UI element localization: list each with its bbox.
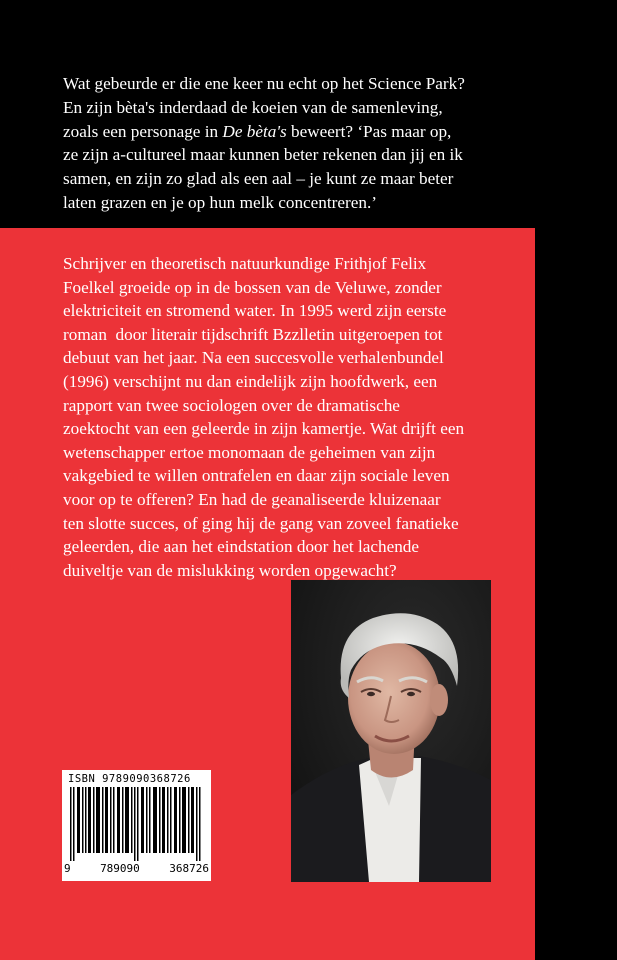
quote-line: En zijn bèta's inderdaad de koeien van de samenleving, bbox=[63, 97, 443, 117]
blurb-line: elektriciteit en stromend water. In 1995 werd zijn eerste bbox=[63, 301, 447, 321]
cover-quote bbox=[63, 72, 533, 215]
blurb-line: roman door literair tijdschrift Bzzlletin uitgeroepen tot bbox=[63, 324, 443, 344]
barcode-bars bbox=[70, 787, 203, 861]
quote-text: zoals een personage in bbox=[63, 121, 223, 141]
author-photo bbox=[291, 580, 491, 882]
book-title: De bèta's bbox=[222, 121, 287, 141]
isbn-digits bbox=[64, 862, 209, 875]
blurb-line: zoektocht van een geleerde in zijn kamertje. Wat drijft een bbox=[63, 419, 465, 439]
blurb-line: geleerden, die aan het eindstation door het lachende bbox=[63, 537, 420, 557]
author-portrait-illustration bbox=[291, 580, 491, 882]
quote-line: Wat gebeurde er die ene keer nu echt op het Science Park? bbox=[63, 74, 465, 93]
spine-black-band bbox=[535, 0, 617, 960]
blurb-line: voor op te offeren? En had de geanaliseerde kluizenaar bbox=[63, 489, 441, 509]
isbn-barcode bbox=[62, 770, 211, 881]
blurb-line: vakgebied te willen ontrafelen en daar zijn sociale leven bbox=[63, 466, 450, 486]
blurb-line: Schrijver en theoretisch natuurkundige Frithjof Felix bbox=[63, 254, 427, 273]
isbn-digit-group: 368726 bbox=[169, 862, 209, 875]
quote-text: beweert? ‘Pas maar op, bbox=[286, 121, 452, 141]
blurb-line: rapport van twee sociologen over de dramatische bbox=[63, 395, 400, 415]
quote-line: samen, en zijn zo glad als een aal – je kunt ze maar beter bbox=[63, 169, 454, 189]
quote-line bbox=[63, 120, 533, 144]
isbn-digit-group: 9 bbox=[64, 862, 71, 875]
blurb-line: Foelkel groeide op in de bossen van de Veluwe, zonder bbox=[63, 277, 442, 297]
blurb-line: wetenschapper ertoe monomaan de geheimen van zijn bbox=[63, 442, 436, 462]
blurb-line: (1996) verschijnt nu dan eindelijk zijn hoofdwerk, een bbox=[63, 371, 438, 391]
quote-line: ze zijn a-cultureel maar kunnen beter rekenen dan jij en ik bbox=[63, 145, 463, 165]
blurb-line: debuut van het jaar. Na een succesvolle verhalenbundel bbox=[63, 348, 444, 368]
isbn-digit-group: 789090 bbox=[100, 862, 140, 875]
blurb-line: ten slotte succes, of ging hij de gang van zoveel fanatieke bbox=[63, 513, 459, 533]
author-blurb bbox=[63, 252, 533, 582]
quote-line: laten grazen en je op hun melk concentreren.’ bbox=[63, 192, 377, 212]
isbn-label: ISBN 9789090368726 bbox=[68, 773, 191, 785]
blurb-line: duiveltje van de mislukking worden opgewacht? bbox=[63, 560, 397, 580]
